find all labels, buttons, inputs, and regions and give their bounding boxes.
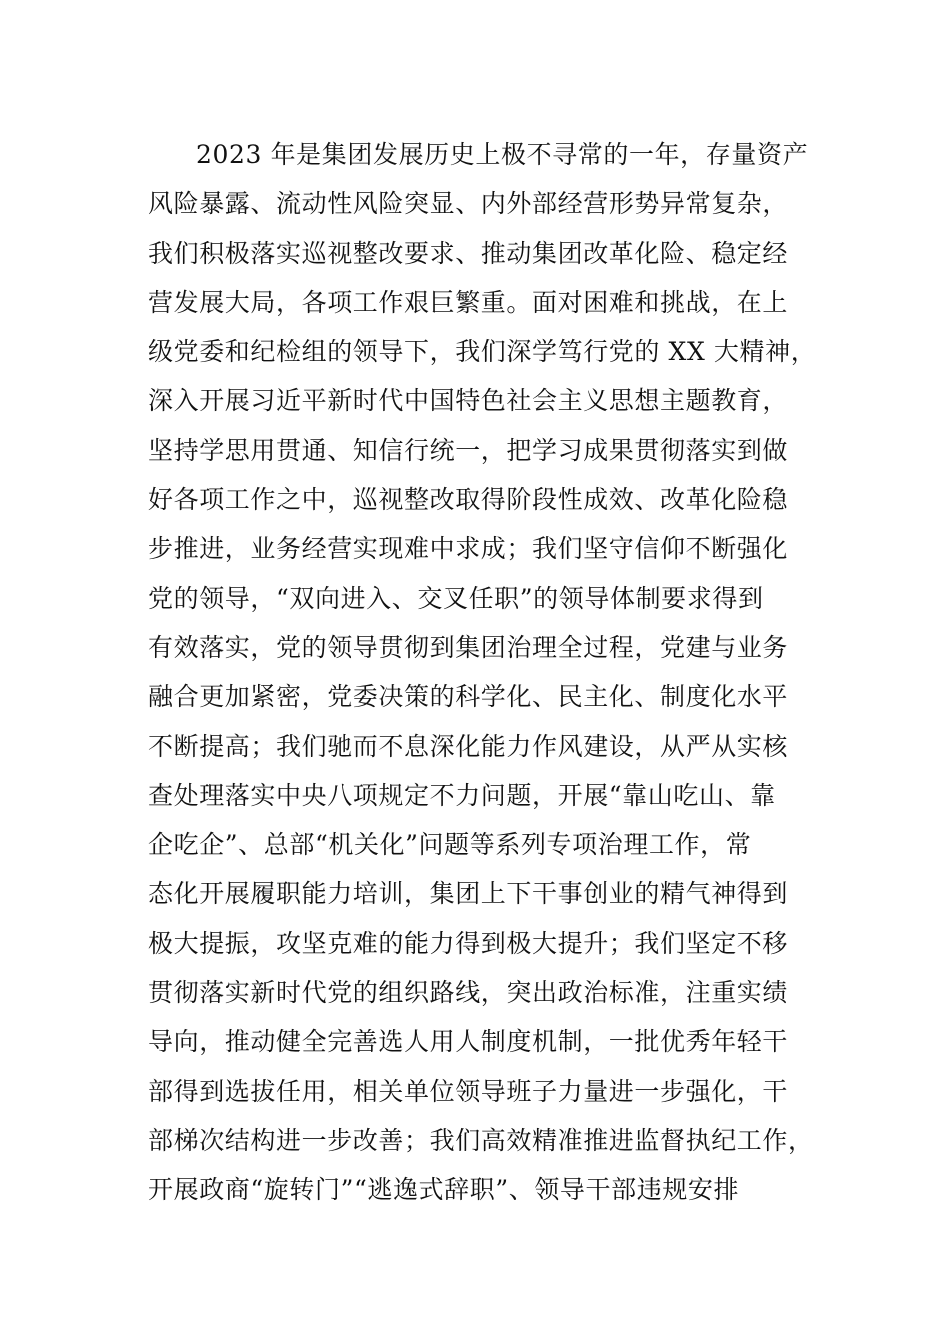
paragraph-line: 深入开展习近平新时代中国特色社会主义思想主题教育， <box>148 386 789 416</box>
paragraph-line: 极大提振，攻坚克难的能力得到极大提升；我们坚定不移 <box>148 928 789 958</box>
paragraph-line: 部梯次结构进一步改善；我们高效精准推进监督执纪工作， <box>148 1125 814 1155</box>
paragraph-line: 融合更加紧密，党委决策的科学化、民主化、制度化水平 <box>148 682 789 712</box>
paragraph-line: 步推进，业务经营实现难中求成；我们坚守信仰不断强化 <box>148 534 789 564</box>
body-paragraph <box>148 130 817 1215</box>
paragraph-line: 党的领导，“双向进入、交叉任职”的领导体制要求得到 <box>148 583 764 613</box>
paragraph-line: 营发展大局，各项工作艰巨繁重。面对困难和挑战，在上 <box>148 287 789 317</box>
paragraph-line: 贯彻落实新时代党的组织路线，突出政治标准，注重实绩 <box>148 978 789 1008</box>
paragraph-line: 态化开展履职能力培训，集团上下干事创业的精气神得到 <box>148 879 789 909</box>
paragraph-line: 导向，推动健全完善选人用人制度机制，一批优秀年轻干 <box>148 1027 789 1057</box>
paragraph-line: 不断提高；我们驰而不息深化能力作风建设，从严从实核 <box>148 731 789 761</box>
paragraph-line: 开展政商“旋转门”“逃逸式辞职”、领导干部违规安排 <box>148 1175 740 1205</box>
paragraph-line: 坚持学思用贯通、知信行统一，把学习成果贯彻落实到做 <box>148 435 789 465</box>
paragraph-line: 部得到选拔任用，相关单位领导班子力量进一步强化，干 <box>148 1076 789 1106</box>
paragraph-line: 有效落实，党的领导贯彻到集团治理全过程，党建与业务 <box>148 632 789 662</box>
paragraph-line: 好各项工作之中，巡视整改取得阶段性成效、改革化险稳 <box>148 485 789 515</box>
paragraph-line: 风险暴露、流动性风险突显、内外部经营形势异常复杂， <box>148 189 789 219</box>
paragraph-line: 查处理落实中央八项规定不力问题，开展“靠山吃山、靠 <box>148 780 776 810</box>
paragraph-line: 企吃企”、总部“机关化”问题等系列专项治理工作，常 <box>148 830 752 860</box>
paragraph-line: 级党委和纪检组的领导下，我们深学笃行党的 XX 大精神， <box>148 337 817 367</box>
paragraph-line: 2023 年是集团发展历史上极不寻常的一年，存量资产 <box>196 140 809 169</box>
paragraph-line: 我们积极落实巡视整改要求、推动集团改革化险、稳定经 <box>148 238 789 268</box>
